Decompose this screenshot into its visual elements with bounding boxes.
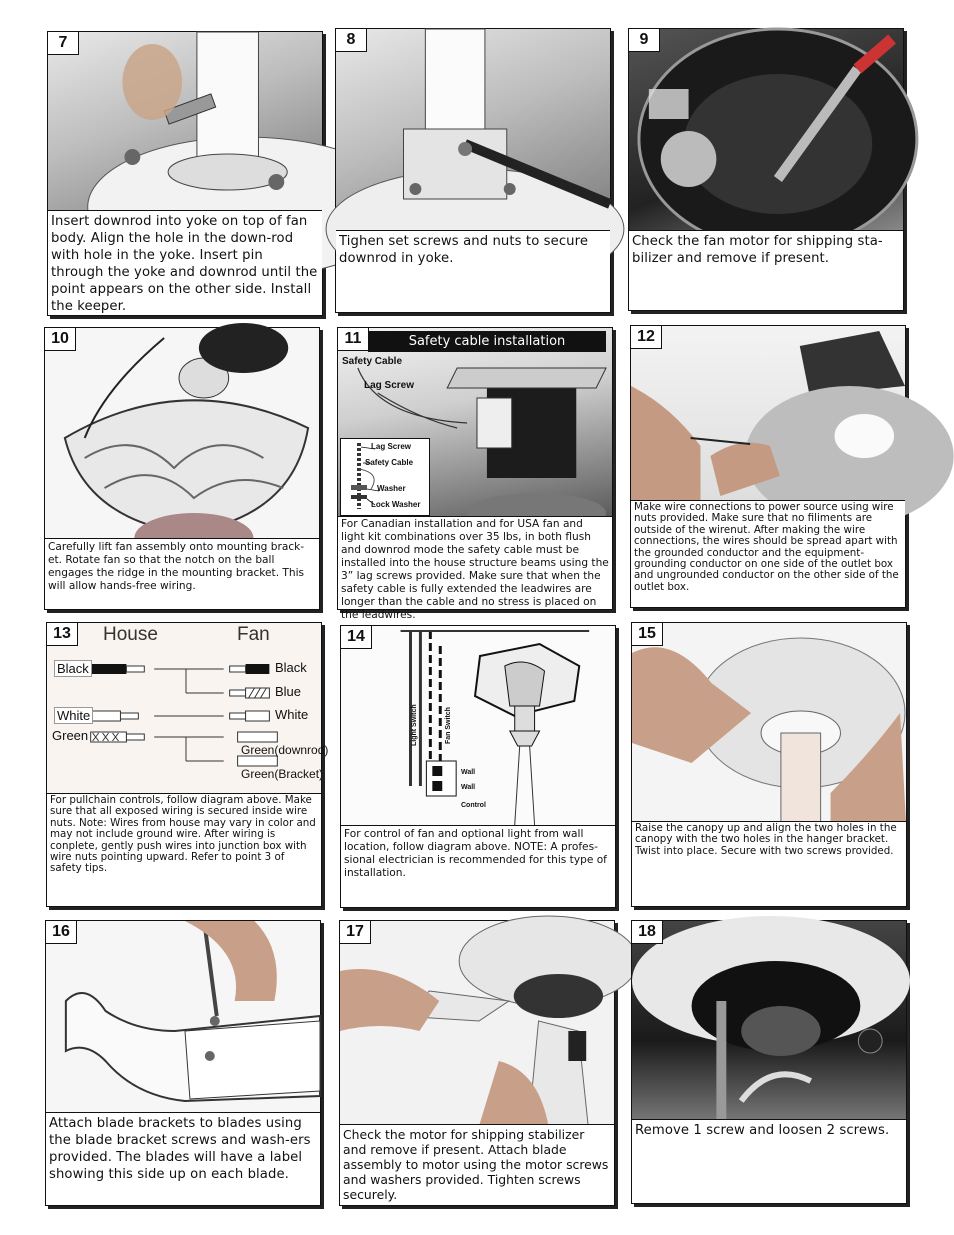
light-switch-label: Light Switch [411,704,418,746]
step-15-panel [631,622,907,907]
step-number: 18 [632,921,663,944]
step-17-panel [339,920,615,1206]
fan-wire-white: White [275,707,309,722]
step-14-panel [340,625,616,908]
section-banner: Safety cable installation [368,331,606,352]
inset-lock-washer: Lock Washer [371,500,421,509]
fan-heading: Fan [237,624,270,645]
fan-wire-green-bracket: Green(Bracket) [241,767,324,781]
step-16-panel [45,920,321,1206]
step-10-panel [44,327,320,610]
step-16-caption: Attach blade brackets to blades using the blade bracket screws and wash-ers provided. The blades will have a label showing this side up on each blade. [46,1112,320,1205]
step-11-caption: For Canadian installation and for USA fan and light kit combinations over 35 lbs, in both flush and downrod mode the safety cable must be installed into the house structure beams using the 3” lag screws provided. Make sure that when the safety cable is fully extended the leadwires are longer than the cable and no stress is placed on the leadwires. [338,516,612,609]
step-7-panel [47,31,323,316]
wall-control-diagram [341,626,615,825]
step-18-photo [632,921,906,1121]
wiring-diagram [47,623,329,795]
step-12-panel [630,325,906,608]
step-9-photo [629,29,903,231]
step-number: 16 [46,921,77,944]
step-9-caption: Check the fan motor for shipping sta-bilizer and remove if present. [629,230,903,310]
step-number: 14 [341,626,372,649]
house-wire-white: White [54,707,93,724]
step-16-photo [46,921,320,1114]
wall-label-1: Wall [461,769,476,776]
step-number: 15 [632,623,663,646]
fan-wire-green-downrod: Green(downrod) [241,743,329,757]
step-number: 7 [48,32,79,55]
lag-screw-label: Lag Screw [364,380,415,391]
step-7-caption: Insert downrod into yoke on top of fan body. Align the hole in the down-rod with hole in the yoke. Insert pin through the yoke and downrod until the point appears on the other side. Install the keeper. [48,210,322,315]
safety-cable-inset [340,438,430,516]
step-12-caption: Make wire connections to power source using wire nuts provided. Make sure that no filiments are outside of the wirenut. After making the wire connections, the wires should be spread apart with the grounded conductor and the equipment-grounding conductor on one side of the outlet box and ungrounded conductor on the other side of the outlet box. [631,500,905,607]
step-number: 11 [338,328,369,351]
step-15-caption: Raise the canopy up and align the two holes in the canopy with the two holes in the hanger bracket. Twist into place. Secure with two screws provided. [632,821,906,906]
step-number: 17 [340,921,371,944]
step-8-caption: Tighen set screws and nuts to secure downrod in yoke. [336,230,610,312]
step-number: 10 [45,328,76,351]
step-8-photo [336,29,610,231]
step-number: 9 [629,29,660,52]
step-17-caption: Check the motor for shipping stabilizer and remove if present. Attach blade assembly to motor using the motor screws and washers provided. Tighten screws securely. [340,1124,614,1205]
step-13-caption: For pullchain controls, follow diagram above. Make sure that all exposed wiring is secured inside wire nuts. Note: Wires from house may vary in color and may not include ground wire. After wiring is conplete, gently push wires into junction box with wire nuts pointing upward. Refer to point 3 of safety tips. [47,793,321,906]
fan-wire-black: Black [275,660,307,675]
step-number: 12 [631,326,662,349]
inset-washer: Washer [377,484,406,493]
step-9-panel [628,28,904,311]
inset-lag-screw: Lag Screw [371,442,412,451]
step-7-photo [48,32,322,212]
control-label: Control [461,802,486,809]
fan-switch-label: Fan Switch [445,707,452,744]
house-heading: House [103,624,158,645]
house-wire-green: Green [52,728,89,743]
step-10-caption: Carefully lift fan assembly onto mounting brack-et. Rotate fan so that the notch on the ball engages the ridge in the mounting bracket. This will allow hands-free wiring. [45,538,319,609]
step-14-caption: For control of fan and optional light from wall location, follow diagram above. NOTE: A profes-sional electrician is recommended for this type of installation. [341,825,615,907]
fan-wire-blue: Blue [275,684,302,699]
step-12-photo [631,326,905,501]
step-15-photo [632,623,906,823]
step-10-photo [45,328,319,540]
wall-label-2: Wall [461,784,476,791]
step-11-panel [337,327,613,621]
step-8-panel [335,28,611,313]
step-11-photo [338,328,612,518]
inset-safety-cable: Safety Cable [365,458,414,467]
step-number: 8 [336,29,367,52]
step-13-panel [46,622,329,907]
step-18-caption: Remove 1 screw and loosen 2 screws. [632,1119,906,1203]
step-17-photo [340,921,614,1126]
step-number: 13 [47,623,78,646]
step-18-panel [631,920,907,1204]
house-wire-black: Black [54,660,92,677]
safety-cable-label: Safety Cable [342,356,403,367]
